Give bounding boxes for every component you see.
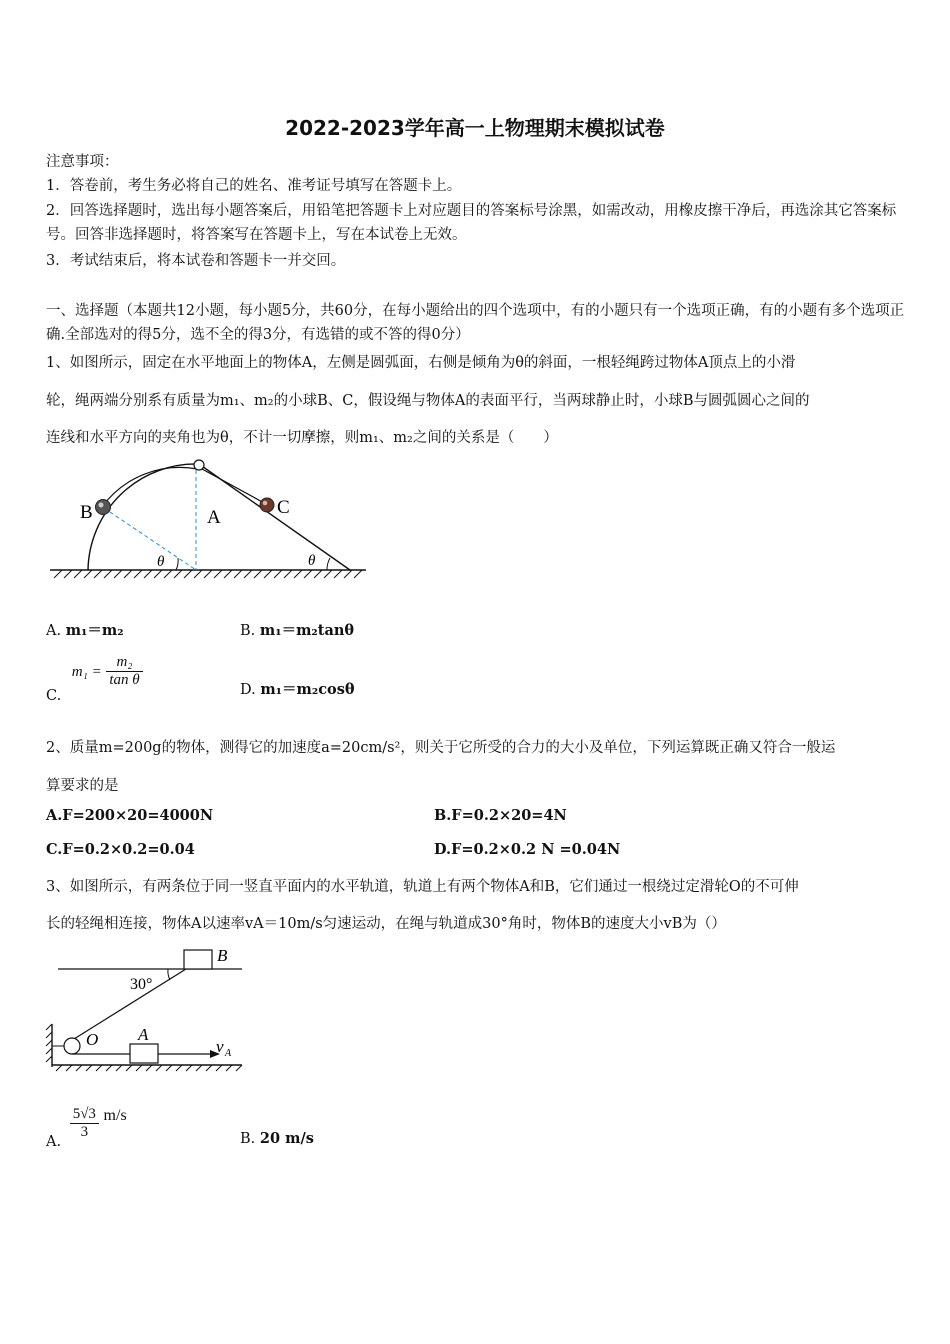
notice-item-2: 2．回答选择题时，选出每小题答案后，用铅笔把答题卡上对应题目的答案标号涂黑，如需改动，用橡皮擦干净后，再选涂其它答案标号。回答非选择题时，将答案写在答题卡上，写在本试卷上无效。 — [46, 203, 897, 243]
q1-option-c[interactable] — [46, 654, 143, 704]
q3-option-b-prefix: B. — [240, 1131, 256, 1147]
q3-option-b[interactable] — [240, 1130, 314, 1147]
q1-option-c-numerator: m₂ — [106, 654, 142, 672]
ball-b-icon — [96, 500, 111, 515]
label-c: C — [277, 497, 290, 518]
section-heading: 一、选择题（本题共12小题，每小题5分，共60分，在每小题给出的四个选项中，有的小题只有一个选项正确，有的小题有多个选项正确.全部选对的得5分，选不全的得3分，有选错的或不答的得0分） — [46, 303, 905, 343]
label-v: v — [216, 1037, 224, 1056]
ball-b-highlight — [99, 503, 104, 508]
rope-right — [202, 469, 266, 504]
label-o: O — [86, 1030, 99, 1049]
q3-line2: 长的轻绳相连接，物体A以速率vA＝10m/s匀速运动，在绳与轨道成30°角时，物体B的速度大小vB为（） — [46, 916, 726, 932]
q3-option-a-denominator: 3 — [80, 1124, 89, 1140]
q1-option-c-lhs: m₁ = — [71, 663, 102, 680]
page-title: 2022-2023学年高一上物理期末模拟试卷 — [285, 116, 665, 140]
wall-hatch — [46, 1024, 52, 1062]
pulley-o-icon — [64, 1038, 80, 1054]
block-b-icon — [184, 950, 212, 969]
q2-option-c[interactable]: C.F=0.2×0.2=0.04 — [46, 841, 195, 858]
q2-option-a[interactable]: A.F=200×20=4000N — [46, 807, 214, 824]
block-a-icon — [130, 1044, 158, 1063]
q1-option-c-fraction — [106, 654, 142, 689]
q1-option-b-prefix: B. — [240, 623, 256, 639]
q1-option-d-prefix: D. — [240, 682, 256, 698]
q1-line1: 1、如图所示，固定在水平地面上的物体A，左侧是圆弧面，右侧是倾角为θ的斜面，一根轻绳跨过物体A顶点上的小滑 — [46, 355, 796, 371]
q1-option-a-prefix: A. — [46, 623, 62, 639]
ball-c-highlight — [263, 501, 268, 506]
ball-c-icon — [260, 498, 274, 512]
label-v-sub: A — [225, 1048, 232, 1059]
q1-option-d-text: m₁＝m₂cosθ — [260, 681, 355, 698]
q1-option-a-text: m₁＝m₂ — [65, 622, 124, 639]
lower-hatch — [56, 1065, 242, 1071]
theta-arc-right — [327, 558, 330, 570]
q3-option-a-prefix: A. — [46, 1133, 62, 1150]
theta-label-right: θ — [308, 553, 316, 569]
label-a: A — [138, 1025, 149, 1044]
theta-label-left: θ — [157, 554, 165, 570]
pulley-icon — [194, 460, 204, 470]
angle-arc — [168, 969, 170, 980]
q1-option-a[interactable] — [46, 619, 124, 640]
q1-option-c-denominator: tan θ — [109, 672, 140, 688]
label-b: B — [80, 502, 93, 523]
q3-option-a[interactable] — [46, 1106, 127, 1150]
q3-line1: 3、如图所示，有两条位于同一竖直平面内的水平轨道，轨道上有两个物体A和B，它们通过一根绕过定滑轮O的不可伸 — [46, 879, 799, 895]
q1-option-b-text: m₁＝m₂tanθ — [259, 622, 355, 639]
label-a: A — [207, 507, 221, 528]
ground-hatch — [54, 570, 362, 578]
q1-option-d[interactable] — [240, 678, 355, 699]
q3-figure — [44, 940, 248, 1076]
q3-option-a-numerator: 5√3 — [70, 1106, 99, 1124]
q3-option-a-unit: m/s — [103, 1106, 127, 1124]
theta-arc-left — [176, 558, 178, 570]
q1-figure — [44, 452, 374, 587]
rope-left — [102, 467, 197, 507]
label-b: B — [217, 946, 228, 965]
notice-heading: 注意事项： — [46, 154, 119, 170]
q2-line1: 2、质量m=200g的物体，测得它的加速度a=20cm/s²，则关于它所受的合力的大小及单位，下列运算既正确又符合一般运 — [46, 740, 836, 756]
q3-option-b-text: 20 m/s — [259, 1130, 314, 1147]
q1-option-c-prefix: C. — [46, 687, 62, 704]
q1-line2: 轮，绳两端分别系有质量为m₁、m₂的小球B、C，假设绳与物体A的表面平行，当两球静止时，小球B与圆弧圆心之间的 — [46, 393, 810, 409]
q2-line2: 算要求的是 — [46, 778, 119, 794]
notice-item-1: 1．答卷前，考生务必将自己的姓名、准考证号填写在答题卡上。 — [46, 178, 462, 194]
q1-option-b[interactable] — [240, 619, 354, 640]
label-angle: 30° — [130, 976, 153, 993]
radius-dashed-line — [104, 508, 196, 570]
q2-option-d[interactable]: D.F=0.2×0.2 N =0.04N — [434, 841, 621, 858]
q1-line3: 连线和水平方向的夹角也为θ，不计一切摩擦，则m₁、m₂之间的关系是（ ） — [46, 430, 558, 446]
notice-item-3: 3．考试结束后，将本试卷和答题卡一并交回。 — [46, 253, 346, 269]
q2-option-b[interactable]: B.F=0.2×20=4N — [434, 807, 567, 824]
q3-option-a-fraction — [70, 1106, 99, 1141]
